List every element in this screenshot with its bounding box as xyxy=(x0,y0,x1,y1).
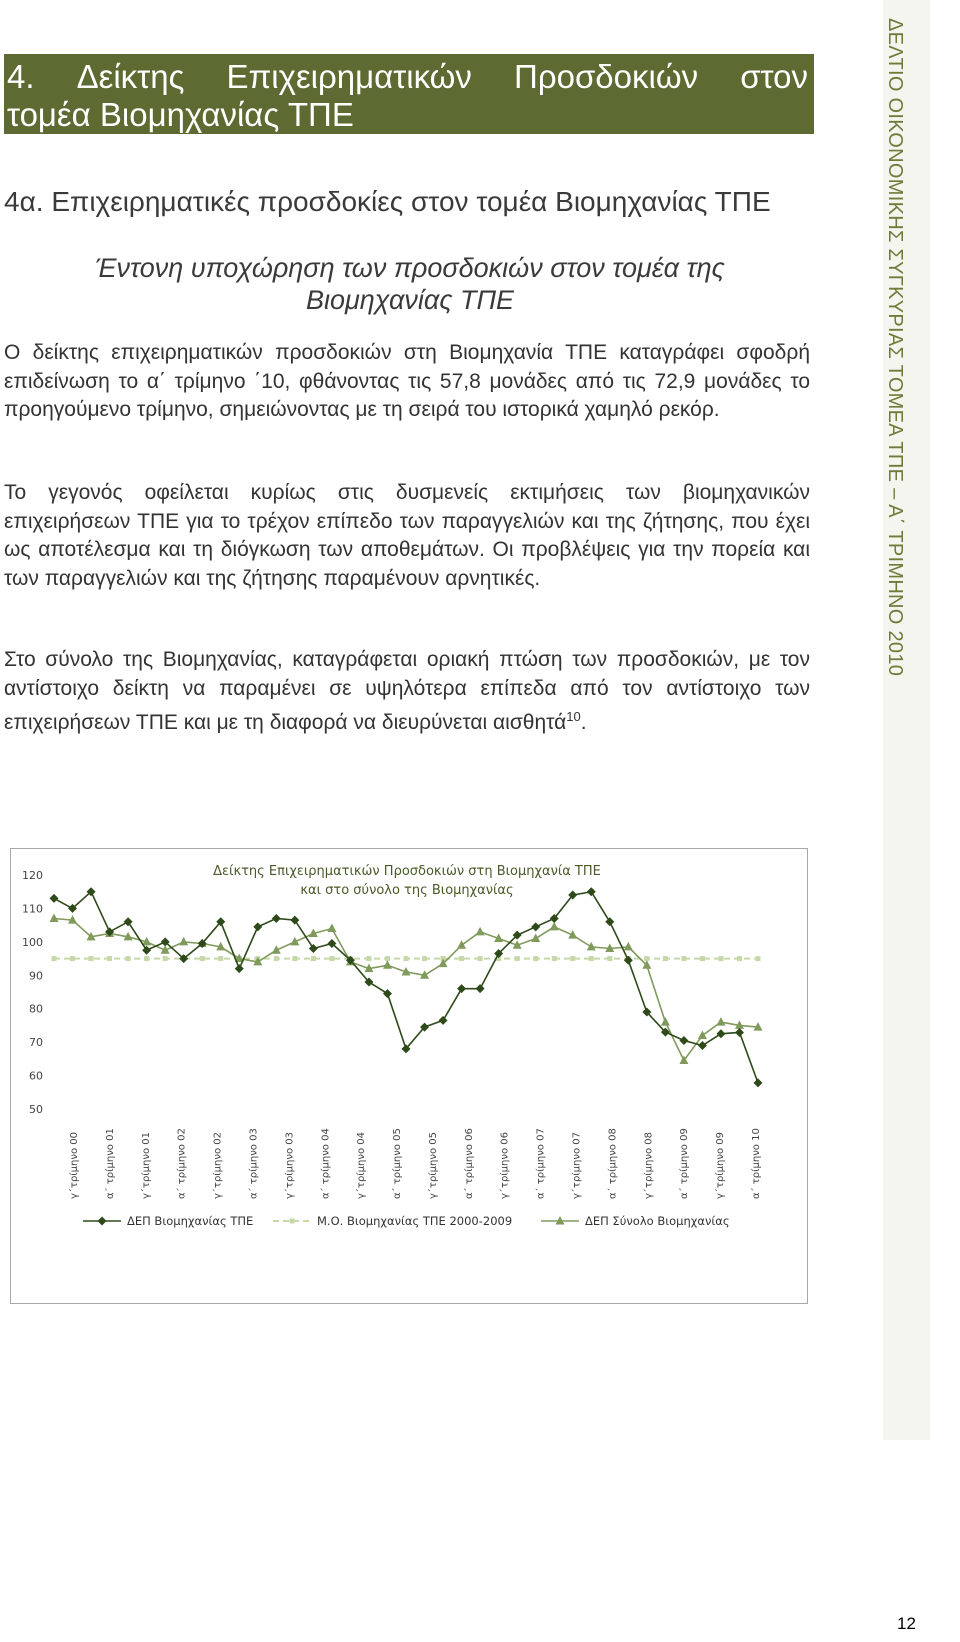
data-point xyxy=(292,956,297,961)
section-title-word: Προσδοκιών xyxy=(513,58,699,95)
legend-label: Μ.Ο. Βιομηχανίας ΤΠΕ 2000-2009 xyxy=(317,1214,513,1228)
side-running-title-text: ΔΕΛΤΙΟ ΟΙΚΟΝΟΜΙΚΗΣ ΣΥΓΚΥΡΙΑΣ ΤΟΜΕΑ ΤΠΕ – Α΄ ΤΡΙΜΗΝΟ 2010 xyxy=(884,18,906,677)
data-point xyxy=(107,956,112,961)
data-point xyxy=(290,916,299,925)
x-tick-label: α΄ τρίμηνο 02 xyxy=(176,1128,188,1199)
series-line xyxy=(54,919,758,1061)
x-tick-label: γ΄τρίμηνο 07 xyxy=(571,1132,583,1199)
subsection-title: 4α. Επιχειρηματικές προσδοκίες στον τομέα Βιομηχανίας ΤΠΕ xyxy=(4,186,771,217)
data-point xyxy=(737,956,742,961)
data-point xyxy=(179,937,188,946)
data-point xyxy=(366,956,371,961)
lead-heading xyxy=(60,252,760,316)
paragraph-3-end: . xyxy=(580,711,587,734)
data-point xyxy=(383,960,392,969)
lead-heading-line2: Βιομηχανίας ΤΠΕ xyxy=(305,285,515,315)
data-point xyxy=(50,894,59,903)
x-tick-label: γ΄τρίμηνο 00 xyxy=(69,1132,80,1199)
x-tick-label: γ΄τρίμηνο 04 xyxy=(356,1132,368,1199)
data-point xyxy=(661,1017,670,1026)
paragraph-1: Ο δείκτης επιχειρηματικών προσδοκιών στη Βιομηχανία ΤΠΕ καταγράφει σφοδρή επιδείνωση το α΄ τρίμηνο ΄10, φθάνοντας τις 57,8 μονάδες από τις 72,9 μονάδες το προηγούμενο τρίμηνο, σημειώνοντας με τη σειρά του ιστορικά χαμηλό ρεκόρ. xyxy=(4,341,810,421)
x-tick-label: γ΄τρίμηνο 09 xyxy=(715,1132,727,1199)
y-tick-label: 100 xyxy=(22,935,43,949)
data-point xyxy=(587,942,596,951)
data-point xyxy=(457,984,466,993)
data-point xyxy=(253,922,262,931)
x-tick-label: α΄ τρίμηνο 06 xyxy=(463,1128,475,1199)
data-point xyxy=(552,956,557,961)
x-tick-label: α΄ τρίμηνο 04 xyxy=(320,1128,332,1199)
x-tick-label: α΄ τρίμηνο 09 xyxy=(679,1128,691,1199)
section-title-word: Επιχειρηματικών xyxy=(226,58,472,95)
data-point xyxy=(515,956,520,961)
data-point xyxy=(126,956,131,961)
x-tick-label: α΄ τρίμηνο 03 xyxy=(248,1128,260,1199)
legend-label: ΔΕΠ Βιομηχανίας ΤΠΕ xyxy=(127,1214,254,1228)
data-point xyxy=(144,956,149,961)
data-point xyxy=(663,956,668,961)
data-point xyxy=(422,956,427,961)
data-point xyxy=(570,956,575,961)
legend-label: ΔΕΠ Σύνολο Βιομηχανίας xyxy=(585,1214,730,1228)
section-title-word: στον xyxy=(740,58,808,95)
x-tick-label: γ΄τρίμηνο 08 xyxy=(643,1132,655,1199)
x-tick-label: γ΄τρίμηνο 03 xyxy=(284,1132,296,1199)
chart-frame xyxy=(10,848,808,1304)
data-point xyxy=(290,1219,295,1224)
paragraph-3-text: Στο σύνολο της Βιομηχανίας, καταγράφεται οριακή πτώση των προσδοκιών, με τον αντίστοιχο δείκτη να παραμένει σε υψηλότερα επίπεδα από τον αντίστοιχο των επιχειρήσεων ΤΠΕ και με τη διαφορά να διευρύνεται αισθητά xyxy=(4,648,810,734)
data-point xyxy=(52,956,57,961)
x-tick-label: α΄ τρίμηνο 07 xyxy=(535,1128,547,1199)
data-point xyxy=(274,956,279,961)
series-lines xyxy=(50,887,763,1087)
x-tick-label: γ΄τρίμηνο 01 xyxy=(140,1132,152,1199)
y-tick-label: 90 xyxy=(29,969,43,983)
series-2 xyxy=(50,913,763,1064)
section-title-word: Δείκτης xyxy=(76,58,185,95)
x-tick-label: γ΄τρίμηνο 06 xyxy=(499,1132,511,1199)
x-tick-label: γ΄τρίμηνο 02 xyxy=(212,1132,224,1199)
data-point xyxy=(716,1017,725,1026)
y-tick-label: 70 xyxy=(29,1036,43,1050)
data-point xyxy=(327,923,336,932)
data-point xyxy=(476,984,485,993)
data-point xyxy=(476,927,485,936)
data-point xyxy=(50,913,59,922)
data-point xyxy=(329,956,334,961)
data-point xyxy=(624,942,633,951)
data-point xyxy=(716,1029,725,1038)
section-title-word: 4. xyxy=(7,58,35,95)
lead-heading-line1: Έντονη υποχώρηση των προσδοκιών στον τομέα της xyxy=(95,253,725,283)
data-point xyxy=(235,964,244,973)
data-point xyxy=(404,956,409,961)
data-point xyxy=(607,956,612,961)
data-point xyxy=(681,956,686,961)
paragraph-3 xyxy=(4,646,810,738)
data-point xyxy=(163,956,168,961)
paragraph-2: Το γεγονός οφείλεται κυρίως στις δυσμενείς εκτιμήσεις των βιομηχανικών επιχειρήσεων ΤΠΕ για το τρέχον επίπεδο των παραγγελιών και της ζήτησης, που έχει ως αποτέλεσμα και τη διόγκωση των αποθεμάτων. Οι προβλέψεις για την πορεία και των παραγγελιών και της ζήτησης παραμένουν αρνητικές. xyxy=(4,481,810,590)
data-point xyxy=(439,1016,448,1025)
data-point xyxy=(756,956,761,961)
data-point xyxy=(587,887,596,896)
data-point xyxy=(533,956,538,961)
data-point xyxy=(698,1030,707,1039)
y-tick-label: 80 xyxy=(29,1002,43,1016)
data-point xyxy=(605,917,614,926)
chart-title-line1: Δείκτης Επιχειρηματικών Προσδοκιών στη Βιομηχανία ΤΠΕ xyxy=(213,864,601,879)
section-title-line1 xyxy=(7,58,808,96)
series-1 xyxy=(52,956,761,961)
data-point xyxy=(457,940,466,949)
x-tick-label: α΄ τρίμηνο 05 xyxy=(392,1128,404,1199)
data-point xyxy=(679,1036,688,1045)
data-point xyxy=(718,956,723,961)
x-tick-label: α΄ τρίμηνο 01 xyxy=(104,1128,116,1199)
data-point xyxy=(98,1217,107,1226)
x-axis-labels xyxy=(68,1128,762,1199)
data-point xyxy=(70,956,75,961)
data-point xyxy=(200,956,205,961)
series-0 xyxy=(50,887,763,1087)
data-point xyxy=(311,956,316,961)
data-point xyxy=(700,956,705,961)
data-point xyxy=(754,1078,763,1087)
data-point xyxy=(550,922,559,931)
x-tick-label: γ΄τρίμηνο 05 xyxy=(427,1132,439,1199)
x-tick-label: α΄ τρίμηνο 10 xyxy=(751,1128,762,1199)
y-tick-label: 110 xyxy=(22,902,43,916)
data-point xyxy=(272,914,281,923)
section-title xyxy=(4,54,814,134)
data-point xyxy=(383,989,392,998)
data-point xyxy=(624,956,633,965)
data-point xyxy=(124,917,133,926)
data-point xyxy=(218,956,223,961)
legend xyxy=(83,1214,730,1228)
footnote-ref[interactable]: 10 xyxy=(566,709,581,724)
series-line xyxy=(54,892,758,1083)
data-point xyxy=(698,1041,707,1050)
page-number: 12 xyxy=(897,1614,916,1633)
data-point xyxy=(309,944,318,953)
y-tick-label: 120 xyxy=(22,869,43,882)
chart xyxy=(11,849,807,1303)
y-tick-label: 60 xyxy=(29,1069,43,1083)
data-point xyxy=(478,956,483,961)
data-point xyxy=(89,956,94,961)
data-point xyxy=(531,922,540,931)
x-tick-label: α΄ τρίμηνο 08 xyxy=(607,1128,619,1199)
chart-title-line2: και στο σύνολο της Βιομηχανίας xyxy=(300,883,514,898)
y-tick-label: 50 xyxy=(29,1103,43,1116)
data-point xyxy=(589,956,594,961)
data-point xyxy=(142,946,151,955)
y-axis xyxy=(22,869,43,1116)
data-point xyxy=(531,934,540,943)
section-title-line2: τομέα Βιομηχανίας ΤΠΕ xyxy=(7,96,354,133)
data-point xyxy=(735,1028,744,1037)
data-point xyxy=(459,956,464,961)
